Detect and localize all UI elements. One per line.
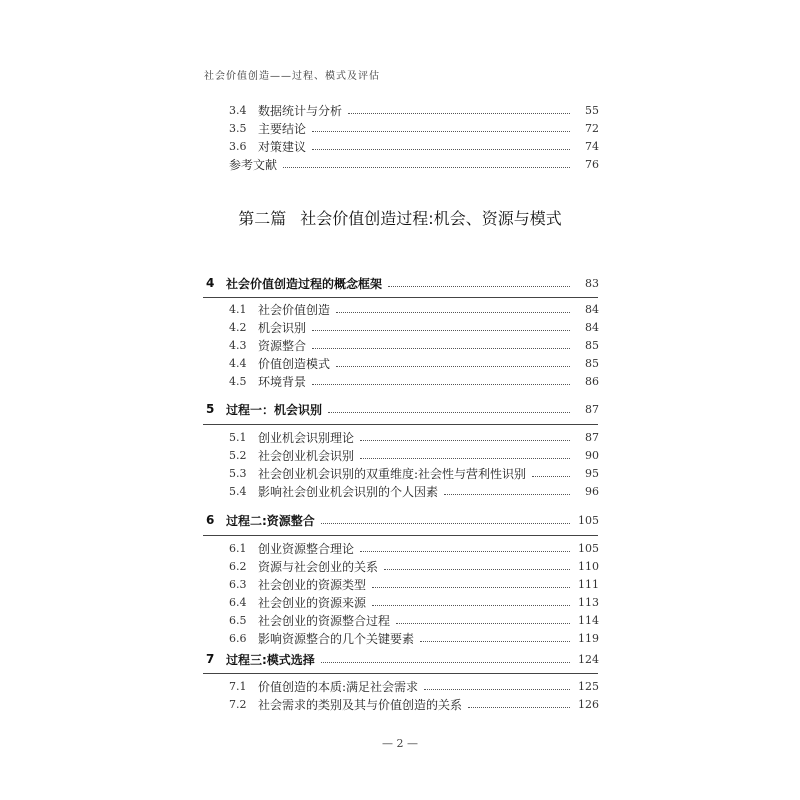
dot-leader — [372, 587, 570, 588]
page-ref: 85 — [585, 356, 599, 370]
section-entry — [0, 629, 800, 647]
page-ref: 74 — [585, 139, 599, 153]
page-ref: 124 — [578, 652, 599, 666]
dot-leader — [336, 312, 570, 313]
section-entry — [0, 575, 800, 593]
section-number: 6.2 — [229, 559, 247, 573]
chapter-number: 7 — [206, 652, 215, 666]
section-entry — [0, 593, 800, 611]
chapter-entry — [0, 400, 800, 418]
section-entry — [0, 354, 800, 372]
section-entry — [0, 695, 800, 713]
dot-leader — [360, 551, 570, 552]
dot-leader — [312, 384, 570, 385]
page-ref: 111 — [578, 577, 599, 591]
section-entry — [0, 137, 800, 155]
section-number: 4.5 — [229, 374, 247, 388]
dot-leader — [420, 641, 570, 642]
section-title: 资源整合 — [258, 338, 307, 353]
section-title: 机会识别 — [258, 320, 307, 335]
page-ref: 87 — [585, 402, 599, 416]
dot-leader — [424, 689, 570, 690]
dot-leader — [360, 458, 570, 459]
section-title: 创业资源整合理论 — [258, 541, 355, 556]
dot-leader — [312, 330, 570, 331]
chapter-title: 过程三:模式选择 — [226, 652, 315, 667]
section-number: 7.1 — [229, 679, 247, 693]
section-entry — [0, 336, 800, 354]
chapter-entry — [0, 511, 800, 529]
page-ref: 96 — [585, 484, 599, 498]
section-title: 创业机会识别理论 — [258, 430, 355, 445]
section-title: 影响资源整合的几个关键要素 — [258, 631, 415, 646]
section-number: 7.2 — [229, 697, 247, 711]
dot-leader — [468, 707, 570, 708]
page-ref: 84 — [585, 320, 599, 334]
section-entry — [0, 318, 800, 336]
section-number: 4.3 — [229, 338, 247, 352]
section-entry — [0, 428, 800, 446]
dot-leader — [384, 569, 570, 570]
section-entry — [0, 446, 800, 464]
chapter-number: 4 — [206, 276, 215, 290]
section-number: 3.6 — [229, 139, 247, 153]
chapter-title: 社会价值创造过程的概念框架 — [226, 276, 383, 291]
chapter-title: 过程二:资源整合 — [226, 513, 315, 528]
section-title: 社会需求的类别及其与价值创造的关系 — [258, 697, 463, 712]
part-label: 第二篇 — [238, 209, 287, 228]
page-ref: 87 — [585, 430, 599, 444]
dot-leader — [444, 494, 570, 495]
section-title: 参考文献 — [229, 157, 278, 172]
page-ref: 125 — [578, 679, 599, 693]
section-title: 数据统计与分析 — [258, 103, 343, 118]
page-ref: 83 — [585, 276, 599, 290]
page-ref: 86 — [585, 374, 599, 388]
section-entry — [0, 119, 800, 137]
dot-leader — [321, 662, 570, 663]
section-number: 4.2 — [229, 320, 247, 334]
chapter-number: 5 — [206, 402, 215, 416]
dot-leader — [388, 286, 570, 287]
chapter-divider — [203, 424, 598, 425]
dot-leader — [372, 605, 570, 606]
section-title: 资源与社会创业的关系 — [258, 559, 379, 574]
section-entry — [0, 155, 800, 173]
chapter-divider — [203, 297, 598, 298]
section-entry — [0, 677, 800, 695]
dot-leader — [312, 149, 570, 150]
section-entry — [0, 611, 800, 629]
section-number: 3.4 — [229, 103, 247, 117]
section-title: 社会创业的资源类型 — [258, 577, 367, 592]
section-title: 社会创业的资源整合过程 — [258, 613, 391, 628]
section-entry — [0, 300, 800, 318]
page-ref: 76 — [585, 157, 599, 171]
dot-leader — [312, 131, 570, 132]
part-heading — [0, 206, 800, 229]
section-number: 6.6 — [229, 631, 247, 645]
section-number: 4.4 — [229, 356, 247, 370]
chapter-entry — [0, 274, 800, 292]
page-ref: 85 — [585, 338, 599, 352]
page-ref: 119 — [578, 631, 599, 645]
section-title: 社会创业机会识别的双重维度:社会性与营利性识别 — [258, 466, 527, 481]
dot-leader — [532, 476, 570, 477]
dot-leader — [321, 523, 570, 524]
section-title: 社会创业机会识别 — [258, 448, 355, 463]
part-title: 社会价值创造过程:机会、资源与模式 — [300, 209, 562, 228]
section-title: 影响社会创业机会识别的个人因素 — [258, 484, 439, 499]
section-title: 主要结论 — [258, 121, 307, 136]
section-title: 社会创业的资源来源 — [258, 595, 367, 610]
section-title: 环境背景 — [258, 374, 307, 389]
section-number: 4.1 — [229, 302, 247, 316]
page-ref: 114 — [578, 613, 599, 627]
section-number: 6.1 — [229, 541, 247, 555]
chapter-number: 6 — [206, 513, 215, 527]
section-entry — [0, 372, 800, 390]
dot-leader — [283, 167, 570, 168]
dot-leader — [360, 440, 570, 441]
chapter-divider — [203, 535, 598, 536]
page-ref: 105 — [578, 513, 599, 527]
section-number: 6.5 — [229, 613, 247, 627]
section-entry — [0, 482, 800, 500]
dot-leader — [328, 412, 570, 413]
page-number: — 2 — — [382, 737, 418, 750]
section-number: 5.1 — [229, 430, 247, 444]
page-ref: 84 — [585, 302, 599, 316]
dot-leader — [336, 366, 570, 367]
page-ref: 105 — [578, 541, 599, 555]
chapter-title: 过程一：机会识别 — [226, 402, 323, 417]
section-entry — [0, 101, 800, 119]
section-title: 价值创造模式 — [258, 356, 331, 371]
section-entry — [0, 539, 800, 557]
section-title: 社会价值创造 — [258, 302, 331, 317]
section-number: 6.4 — [229, 595, 247, 609]
chapter-entry — [0, 650, 800, 668]
page-ref: 95 — [585, 466, 599, 480]
dot-leader — [348, 113, 570, 114]
section-number: 3.5 — [229, 121, 247, 135]
section-entry — [0, 557, 800, 575]
section-title: 价值创造的本质:满足社会需求 — [258, 679, 419, 694]
dot-leader — [312, 348, 570, 349]
section-number: 5.4 — [229, 484, 247, 498]
section-number: 6.3 — [229, 577, 247, 591]
dot-leader — [396, 623, 570, 624]
running-header: 社会价值创造——过程、模式及评估 — [204, 71, 380, 82]
page-ref: 110 — [578, 559, 599, 573]
section-number: 5.3 — [229, 466, 247, 480]
section-entry — [0, 464, 800, 482]
section-number: 5.2 — [229, 448, 247, 462]
page-ref: 126 — [578, 697, 599, 711]
page-ref: 90 — [585, 448, 599, 462]
section-title: 对策建议 — [258, 139, 307, 154]
chapter-divider — [203, 673, 598, 674]
page-ref: 113 — [578, 595, 599, 609]
page-ref: 72 — [585, 121, 599, 135]
page-ref: 55 — [585, 103, 599, 117]
